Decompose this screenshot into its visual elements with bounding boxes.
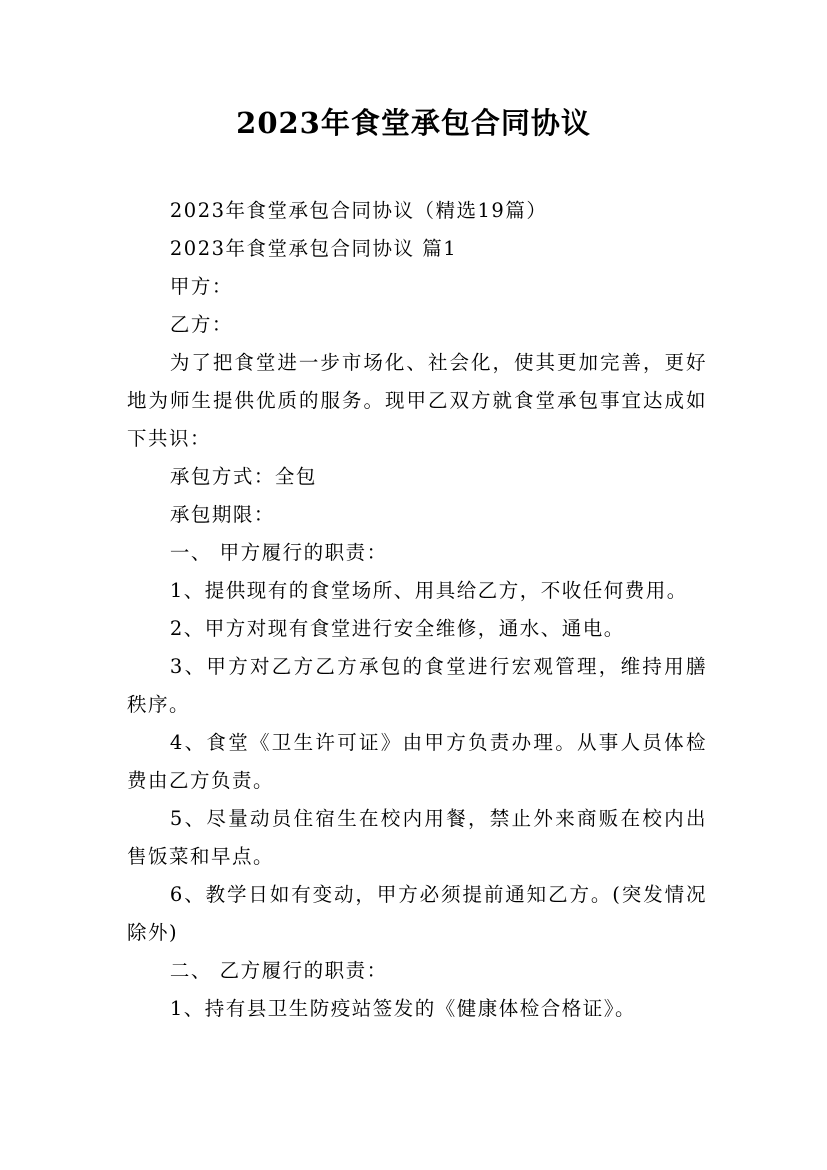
paragraph-party-b-duties-heading: 二、 乙方履行的职责： [169, 959, 388, 982]
paragraph-preamble: 为了把食堂进一步市场化、社会化，使其更加完善，更好地为师生提供优质的服务。现甲乙双方就食堂承包事宜达成如下共识： [127, 351, 707, 450]
paragraph-clause-a6: 6、教学日如有变动，甲方必须提前通知乙方。(突发情况除外) [127, 883, 707, 944]
paragraph-contract-term: 承包期限： [169, 503, 275, 526]
paragraph-clause-a3: 3、甲方对乙方乙方承包的食堂进行宏观管理，维持用膳秩序。 [127, 655, 707, 716]
paragraph-party-a-duties-heading: 一、 甲方履行的职责： [169, 541, 388, 564]
paragraph-clause-a4: 4、食堂《卫生许可证》由甲方负责办理。从事人员体检费由乙方负责。 [127, 731, 707, 792]
document-body [127, 192, 707, 1028]
paragraph-section-heading: 2023年食堂承包合同协议 篇1 [169, 237, 458, 260]
paragraph-party-b: 乙方： [169, 313, 233, 336]
paragraph-subtitle: 2023年食堂承包合同协议（精选19篇） [169, 199, 548, 222]
paragraph-clause-a1: 1、提供现有的食堂场所、用具给乙方，不收任何费用。 [169, 579, 688, 602]
paragraph-clause-a2: 2、甲方对现有食堂进行安全维修，通水、通电。 [169, 617, 625, 640]
paragraph-clause-a5: 5、尽量动员住宿生在校内用餐，禁止外来商贩在校内出售饭菜和早点。 [127, 807, 707, 868]
document-title: 2023年食堂承包合同协议 [236, 106, 591, 140]
paragraph-contract-method: 承包方式：全包 [169, 465, 317, 488]
paragraph-clause-b1: 1、持有县卫生防疫站签发的《健康体检合格证》。 [169, 997, 637, 1020]
paragraph-party-a: 甲方： [169, 275, 233, 298]
